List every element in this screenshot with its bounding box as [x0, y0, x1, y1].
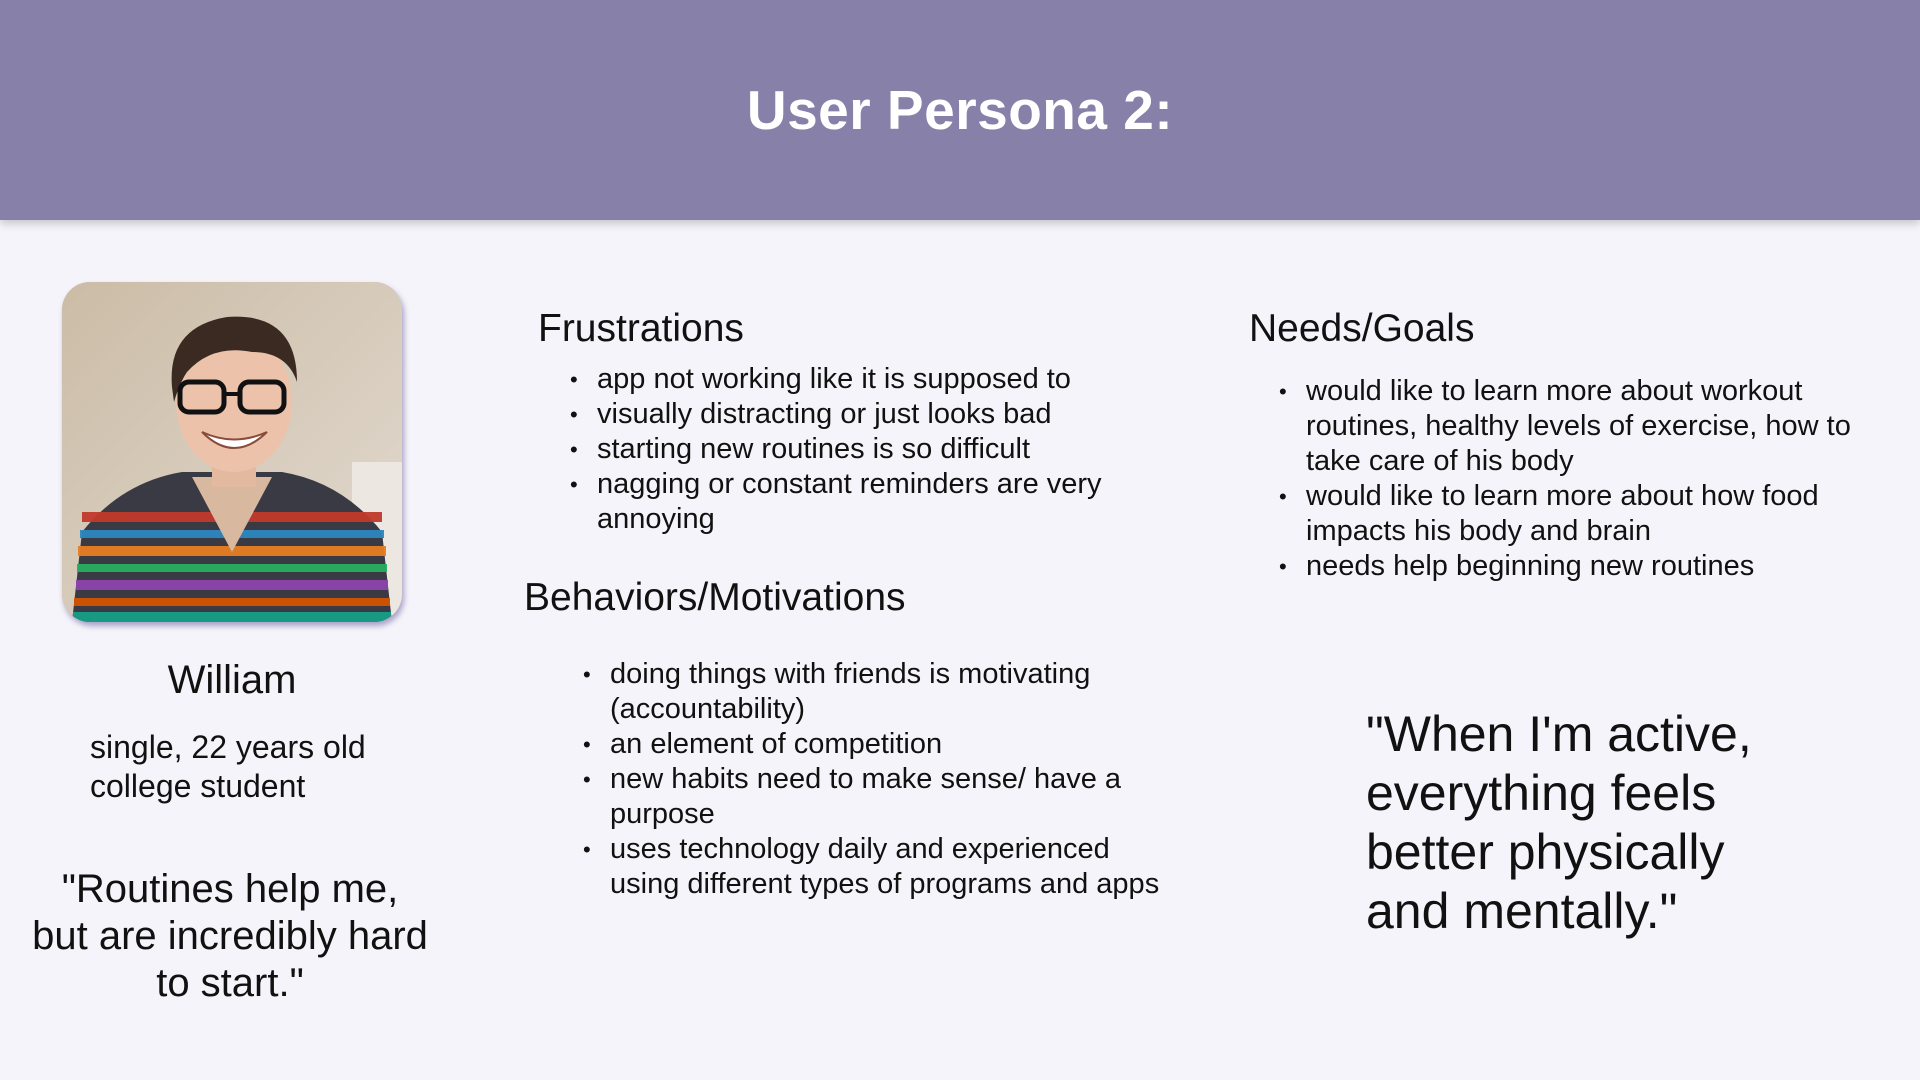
list-item: • uses technology daily and experienced using different types of programs and apps: [610, 832, 1170, 902]
persona-details: [90, 728, 366, 806]
behaviors-heading: Behaviors/Motivations: [524, 576, 906, 619]
behaviors-list: [578, 657, 1170, 902]
persona-photo: [62, 282, 402, 622]
needs-heading: Needs/Goals: [1249, 307, 1475, 350]
list-item: • would like to learn more about workout routines, healthy levels of exercise, how to take care of his body: [1306, 374, 1876, 479]
persona-detail-line: college student: [90, 768, 306, 804]
header-banner: [0, 0, 1920, 220]
list-item: • starting new routines is so difficult: [597, 432, 1157, 467]
persona-quote: "Routines help me, but are incredibly hard to start.": [32, 867, 428, 1005]
list-item: • new habits need to make sense/ have a purpose: [610, 762, 1170, 832]
page-title: User Persona 2:: [746, 79, 1174, 141]
frustrations-list: [565, 362, 1157, 537]
person-photo-icon: [62, 282, 402, 622]
list-item: • would like to learn more about how food impacts his body and brain: [1306, 479, 1876, 549]
list-item: • an element of competition: [610, 727, 1170, 762]
frustrations-heading: Frustrations: [538, 307, 744, 350]
list-item: • visually distracting or just looks bad: [597, 397, 1157, 432]
featured-quote: "When I'm active, everything feels better physically and mentally.": [1366, 706, 1752, 939]
needs-list: [1274, 374, 1876, 584]
list-item: • needs help beginning new routines: [1306, 549, 1876, 584]
persona-detail-line: single, 22 years old: [90, 729, 366, 765]
list-item: • doing things with friends is motivating (accountability): [610, 657, 1170, 727]
persona-name: William: [167, 658, 297, 702]
list-item: • app not working like it is supposed to: [597, 362, 1157, 397]
list-item: • nagging or constant reminders are very annoying: [597, 467, 1157, 537]
